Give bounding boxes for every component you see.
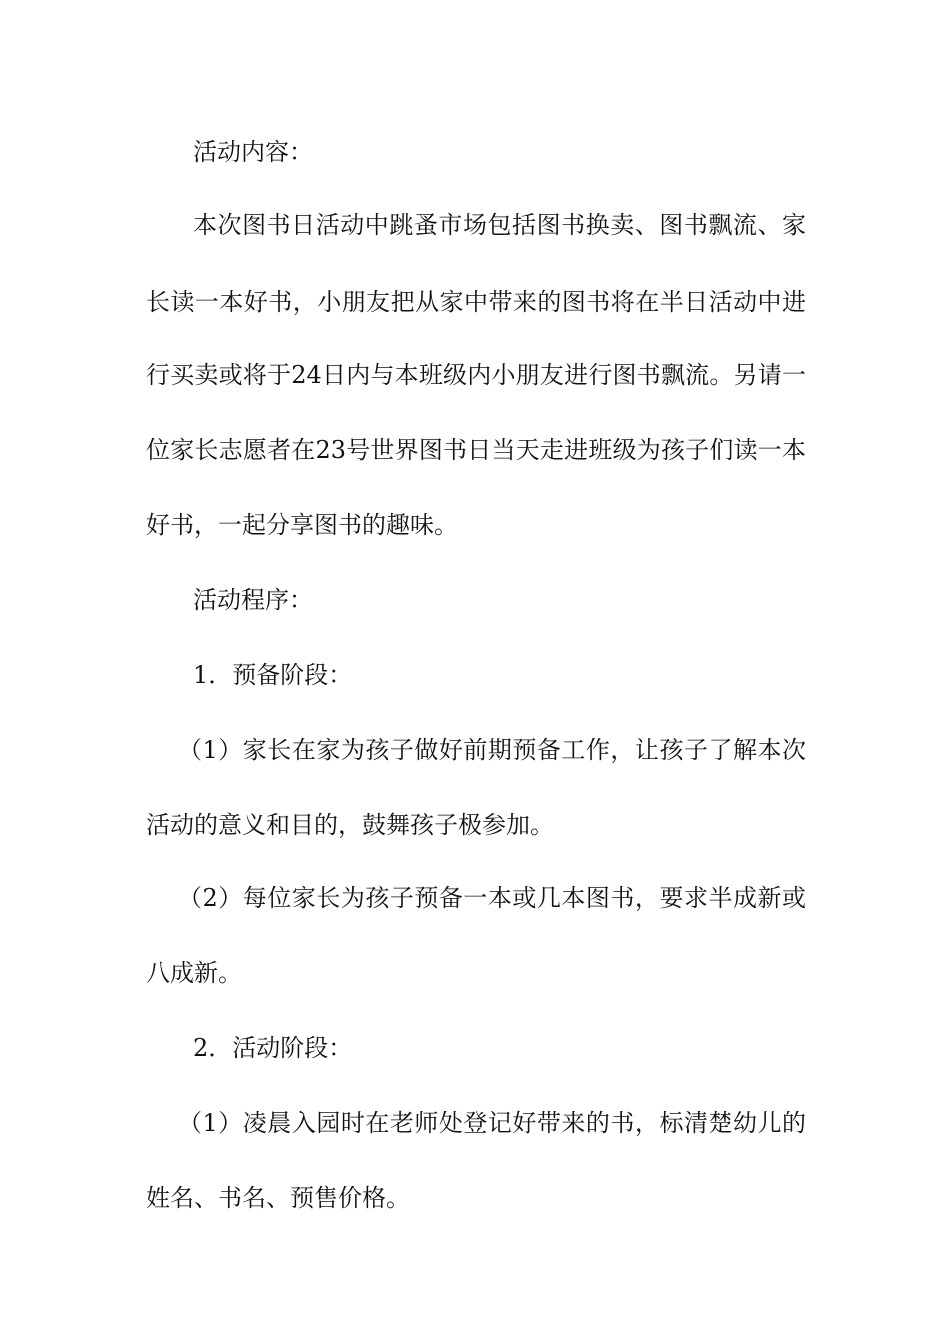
step-heading-prepare: 1．预备阶段：: [193, 661, 353, 689]
paragraph-line: （1）凌晨入园时在老师处登记好带来的书，标清楚幼儿的: [178, 1109, 806, 1137]
paragraph-line: 八成新。: [146, 959, 242, 987]
paragraph-line: 行买卖或将于24日内与本班级内小朋友进行图书飘流。另请一: [146, 361, 806, 389]
paragraph-line: 本次图书日活动中跳蚤市场包括图书换卖、图书飘流、家: [193, 211, 806, 239]
section-heading-procedure: 活动程序：: [193, 586, 313, 614]
paragraph-line: （2）每位家长为孩子预备一本或几本图书，要求半成新或: [178, 884, 806, 912]
paragraph-line: 位家长志愿者在23号世界图书日当天走进班级为孩子们读一本: [146, 436, 806, 464]
paragraph-line: （1）家长在家为孩子做好前期预备工作，让孩子了解本次: [178, 736, 806, 764]
step-heading-activity: 2．活动阶段：: [193, 1034, 353, 1062]
paragraph-line: 长读一本好书，小朋友把从家中带来的图书将在半日活动中进: [146, 288, 806, 316]
paragraph-line: 活动的意义和目的，鼓舞孩子极参加。: [146, 811, 554, 839]
paragraph-line: 姓名、书名、预售价格。: [146, 1184, 410, 1212]
paragraph-line: 好书，一起分享图书的趣味。: [146, 511, 458, 539]
section-heading-content: 活动内容：: [193, 138, 313, 166]
